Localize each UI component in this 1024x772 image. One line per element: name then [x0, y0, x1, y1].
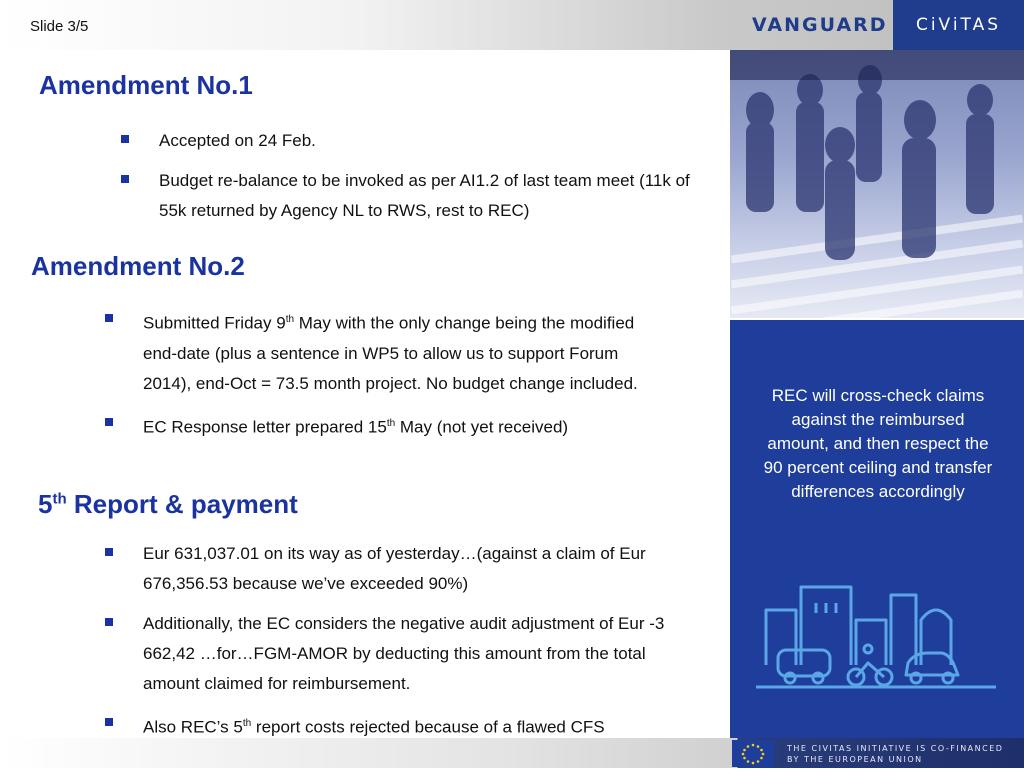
vanguard-logo: VANGUARD [752, 14, 888, 36]
crowd-photo [730, 50, 1024, 318]
cofinanced-note: THE CIVITAS INITIATIVE IS CO-FINANCED BY THE EUROPEAN UNION [787, 744, 1004, 764]
amendment2-title: Amendment No.2 [31, 251, 245, 281]
eu-stars-icon [732, 740, 774, 767]
bullet-icon [121, 135, 129, 143]
civitas-logo: CiViTAS [915, 15, 1002, 35]
amendment2-list [105, 305, 661, 442]
city-transport-illustration [756, 575, 996, 695]
report5-title: 5th Report & payment [38, 489, 298, 519]
list-item: Accepted on 24 Feb. [121, 126, 721, 156]
civitas-logo-box [893, 0, 1024, 50]
list-item: EC Response letter prepared 15th May (not yet received) [105, 409, 661, 443]
list-item: Budget re-balance to be invoked as per AI1.2 of last team meet (11k of 55k returned by Agency NL to RWS, rest to REC) [121, 166, 721, 226]
side-panel-text: REC will cross-check claims against the reimbursed amount, and then respect the 90 percent ceiling and transfer differences accordingly [763, 386, 993, 501]
list-item: Additionally, the EC considers the negative audit adjustment of Eur -3 662,42 …for…FGM-AMOR by deducting this amount from the total amount claimed for reimbursement. [105, 609, 705, 699]
crowd-photo-illustration [730, 50, 1024, 318]
list-item: Also REC’s 5th report costs rejected because of a flawed CFS [105, 709, 705, 743]
bullet-icon [105, 314, 113, 322]
header-bar [0, 0, 1024, 50]
bullet-icon [105, 618, 113, 626]
bullet-icon [105, 548, 113, 556]
slide-number: Slide 3/5 [30, 18, 89, 35]
eu-flag-icon [732, 740, 774, 767]
list-item: Submitted Friday 9th May with the only change being the modified end-date (plus a sentence in WP5 to allow us to support Forum 2014), end-Oct = 73.5 month project. No budget change included. [105, 305, 661, 399]
list-item: Eur 631,037.01 on its way as of yesterday…(against a claim of Eur 676,356.53 because we’ve exceeded 90%) [105, 539, 705, 599]
bullet-icon [105, 718, 113, 726]
amendment1-title: Amendment No.1 [39, 70, 253, 100]
bullet-icon [105, 418, 113, 426]
bullet-icon [121, 175, 129, 183]
report5-list [105, 539, 705, 743]
amendment1-list [121, 126, 721, 226]
